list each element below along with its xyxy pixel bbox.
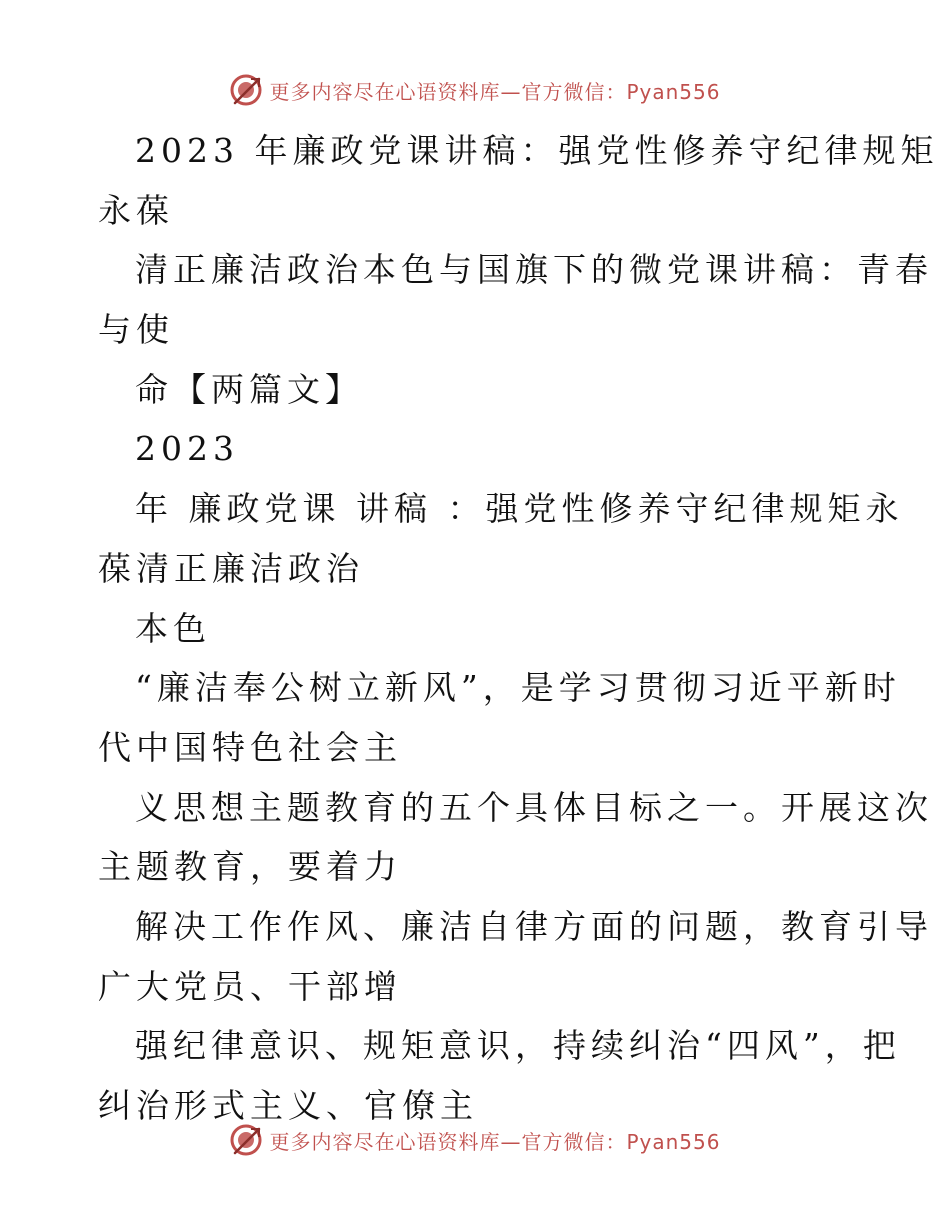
banner-wechat-text: 官方微信：Pyan556 xyxy=(521,1129,721,1154)
text-line: 与使 xyxy=(98,310,174,350)
text-line: 本色 xyxy=(135,608,211,648)
text-line: 年 廉政党课 讲稿 ：强党性修养守纪律规矩永 xyxy=(135,489,904,529)
quill-logo-icon xyxy=(229,1123,263,1157)
text-line: 永葆 xyxy=(98,190,174,230)
banner-wechat-text: 官方微信：Pyan556 xyxy=(521,79,721,104)
quill-logo-icon xyxy=(229,73,263,107)
text-line: 清正廉洁政治本色与国旗下的微党课讲稿：青春 xyxy=(135,250,933,290)
text-line: 葆清正廉洁政治 xyxy=(98,548,364,588)
banner-site-text: 更多内容尽在心语资料库— xyxy=(269,1129,522,1154)
text-line: 强纪律意识、规矩意识，持续纠治“四风”，把 xyxy=(135,1026,901,1066)
text-line: 命【两篇文】 xyxy=(135,369,363,409)
text-line: 纠治形式主义、官僚主 xyxy=(98,1086,478,1125)
text-line: “廉洁奉公树立新风”，是学习贯彻习近平新时 xyxy=(135,668,901,708)
text-line: 2023 xyxy=(135,429,239,469)
text-line: 解决工作作风、廉洁自律方面的问题，教育引导 xyxy=(135,906,933,946)
text-line: 主题教育，要着力 xyxy=(98,847,402,887)
text-line: 代中国特色社会主 xyxy=(98,727,402,767)
text-line: 广大党员、干部增 xyxy=(98,966,402,1006)
text-line: 2023 年廉政党课讲稿：强党性修养守纪律规矩 xyxy=(135,131,939,170)
header-watermark-banner xyxy=(0,70,950,110)
banner-site-text: 更多内容尽在心语资料库— xyxy=(269,79,522,104)
footer-watermark-banner xyxy=(0,1120,950,1160)
document-body xyxy=(98,121,939,1136)
text-line: 义思想主题教育的五个具体目标之一。开展这次 xyxy=(135,787,933,827)
